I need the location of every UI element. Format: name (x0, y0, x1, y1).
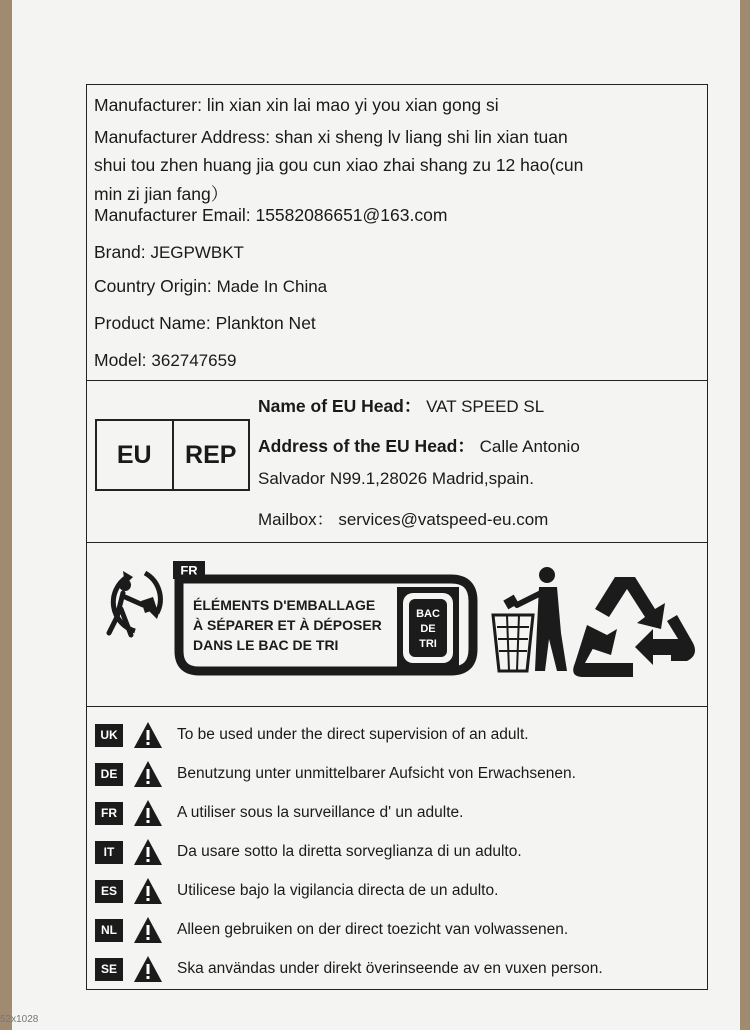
language-code-uk: UK (95, 724, 123, 747)
brand-value: JEGPWBKT (150, 243, 244, 262)
origin-value: Made In China (216, 277, 328, 296)
mailbox-line (258, 505, 548, 530)
bin-text-1: BAC (416, 608, 440, 620)
warning-triangle-icon (133, 838, 163, 866)
language-code-nl: NL (95, 919, 123, 942)
info-tri-panel (173, 561, 473, 671)
warning-text-es: Utilicese bajo la vigilancia directa de un adulto. (177, 882, 499, 899)
language-code-de: DE (95, 763, 123, 786)
warning-row-uk (95, 721, 529, 749)
address-line-2 (94, 155, 583, 176)
eu-head-name-label: Name of EU Head： (258, 396, 422, 416)
warning-row-es (95, 877, 498, 905)
email-value: 15582086651@163.com (255, 205, 448, 225)
address-value-2: shui tou zhen huang jia gou cun xiao zhai shang zu 12 hao(cun (94, 155, 584, 175)
eu-rep-section (87, 380, 707, 543)
address-line-3 (94, 181, 228, 206)
recycling-graphics (87, 543, 707, 705)
warning-row-it (95, 838, 522, 866)
address-value-3: min zi jian fang） (94, 184, 229, 204)
product-value: Plankton Net (215, 313, 316, 333)
warning-triangle-icon (133, 877, 163, 905)
recycling-section (87, 542, 707, 707)
brand-line (94, 242, 244, 263)
model-value: 362747659 (151, 351, 237, 370)
warning-text-nl: Alleen gebruiken on der direct toezicht van volwassenen. (177, 921, 569, 938)
warning-triangle-icon (133, 760, 163, 788)
origin-label: Country Origin: (94, 276, 212, 296)
address-value-1: shan xi sheng lv liang shi lin xian tuan (274, 127, 568, 147)
product-line (94, 313, 316, 334)
recycle-icon (573, 577, 695, 677)
bin-text-3: TRI (419, 638, 437, 650)
language-code-es: ES (95, 880, 123, 903)
warning-row-nl (95, 916, 568, 944)
sorting-bin-icon (397, 587, 459, 667)
product-label: Product Name: (94, 313, 211, 333)
language-code-it: IT (95, 841, 123, 864)
email-label: Manufacturer Email: (94, 205, 251, 225)
mailbox-label: Mailbox： (258, 510, 334, 529)
warning-triangle-icon (133, 916, 163, 944)
tri-text-line-2: À SÉPARER ET À DÉPOSER (193, 617, 382, 633)
warning-text-fr: A utiliser sous la surveillance d' un adulte. (177, 804, 464, 821)
warning-triangle-icon (133, 721, 163, 749)
rep-box-label: REP (185, 440, 237, 469)
warning-triangle-icon (133, 955, 163, 983)
model-line (94, 350, 237, 371)
origin-line (94, 276, 327, 297)
tri-text-line-3: DANS LE BAC DE TRI (193, 637, 339, 653)
manufacturer-label: Manufacturer: (94, 95, 202, 115)
eu-head-name-line (258, 393, 544, 418)
tidyman-icon (493, 567, 567, 671)
eu-head-name-value: VAT SPEED SL (426, 397, 545, 416)
eu-head-address-line-2 (258, 469, 534, 489)
warning-text-uk: To be used under the direct supervision of an adult. (177, 726, 529, 743)
eu-rep-box (95, 419, 250, 491)
warning-section (87, 706, 707, 992)
eu-head-address-line (258, 433, 580, 458)
warning-text-it: Da usare sotto la diretta sorveglianza di un adulto. (177, 843, 522, 860)
address-label: Manufacturer Address: (94, 127, 271, 147)
warning-row-de (95, 760, 576, 788)
manufacturer-value: lin xian xin lai mao yi you xian gong si (206, 95, 499, 115)
warning-triangle-icon (133, 799, 163, 827)
address-line-1 (94, 127, 568, 148)
warning-text-de: Benutzung unter unmittelbarer Aufsicht von Erwachsenen. (177, 765, 576, 782)
eu-head-address-value-1: Calle Antonio (479, 437, 580, 456)
warning-row-se (95, 955, 603, 983)
warning-text-se: Ska användas under direkt överinseende av en vuxen person. (177, 960, 603, 977)
model-label: Model: (94, 350, 147, 370)
image-size-label: 52x1028 (0, 1014, 39, 1025)
language-code-fr: FR (95, 802, 123, 825)
tri-text-line-1: ÉLÉMENTS D'EMBALLAGE (193, 597, 376, 613)
warning-row-fr (95, 799, 463, 827)
fr-tag: FR (180, 563, 198, 578)
eu-box-label: EU (97, 421, 174, 489)
eu-head-address-label: Address of the EU Head： (258, 436, 475, 456)
email-line (94, 205, 447, 226)
triman-icon (109, 571, 161, 635)
label-frame (86, 84, 708, 990)
bin-text-2: DE (420, 623, 436, 635)
mailbox-value: services@vatspeed-eu.com (338, 510, 549, 529)
eu-head-address-value-2: Salvador N99.1,28026 Madrid,spain. (258, 469, 534, 488)
brand-label: Brand: (94, 242, 146, 262)
manufacturer-line (94, 95, 499, 116)
language-code-se: SE (95, 958, 123, 981)
